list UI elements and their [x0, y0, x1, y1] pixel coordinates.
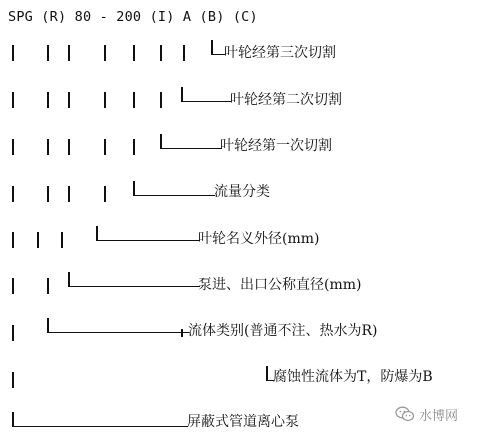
bar	[47, 45, 49, 61]
bar	[37, 232, 39, 248]
bar	[12, 278, 14, 294]
connector-i	[133, 181, 215, 196]
bar	[133, 139, 135, 155]
bar	[104, 186, 106, 202]
label-a: 叶轮经第一次切割	[220, 138, 332, 154]
connector-80	[68, 272, 200, 287]
bar	[160, 45, 162, 61]
bar	[104, 45, 106, 61]
bar	[61, 232, 63, 248]
bar	[47, 139, 49, 155]
bar	[47, 278, 49, 294]
label-200: 叶轮名义外径(mm)	[198, 231, 320, 247]
bar-tick	[181, 329, 183, 337]
bar	[12, 325, 14, 341]
bar	[12, 232, 14, 248]
bar	[133, 92, 135, 108]
bar	[12, 45, 14, 61]
watermark-text: 水博网	[419, 408, 459, 424]
model-code: SPG (R) 80 - 200 (I) A (B) (C)	[8, 9, 258, 25]
bar	[160, 92, 162, 108]
connector-spg	[12, 412, 188, 427]
bar	[47, 186, 49, 202]
bar	[12, 92, 14, 108]
bar	[104, 92, 106, 108]
bar	[68, 45, 70, 61]
label-80: 泵进、出口公称直径(mm)	[198, 277, 362, 293]
bar	[68, 92, 70, 108]
connector-c	[211, 40, 225, 55]
bar	[12, 139, 14, 155]
bar	[104, 139, 106, 155]
connector-r	[47, 318, 189, 333]
connector-200	[96, 226, 200, 241]
label-corrosive: 腐蚀性流体为T，防爆为B	[273, 369, 433, 385]
label-c: 叶轮经第三次切割	[224, 45, 336, 61]
label-b: 叶轮经第二次切割	[230, 92, 342, 108]
label-spg: 屏蔽式管道离心泵	[187, 414, 299, 430]
bar	[68, 186, 70, 202]
bar	[183, 45, 185, 61]
bar	[68, 139, 70, 155]
connector-a	[160, 134, 222, 149]
bar	[12, 186, 14, 202]
label-i: 流量分类	[214, 184, 270, 200]
bar	[133, 45, 135, 61]
label-r: 流体类别(普通不注、热水为R)	[188, 323, 378, 339]
wechat-icon	[395, 406, 415, 422]
watermark	[395, 404, 458, 424]
bar	[47, 92, 49, 108]
bar	[12, 372, 14, 388]
connector-b	[181, 87, 231, 102]
